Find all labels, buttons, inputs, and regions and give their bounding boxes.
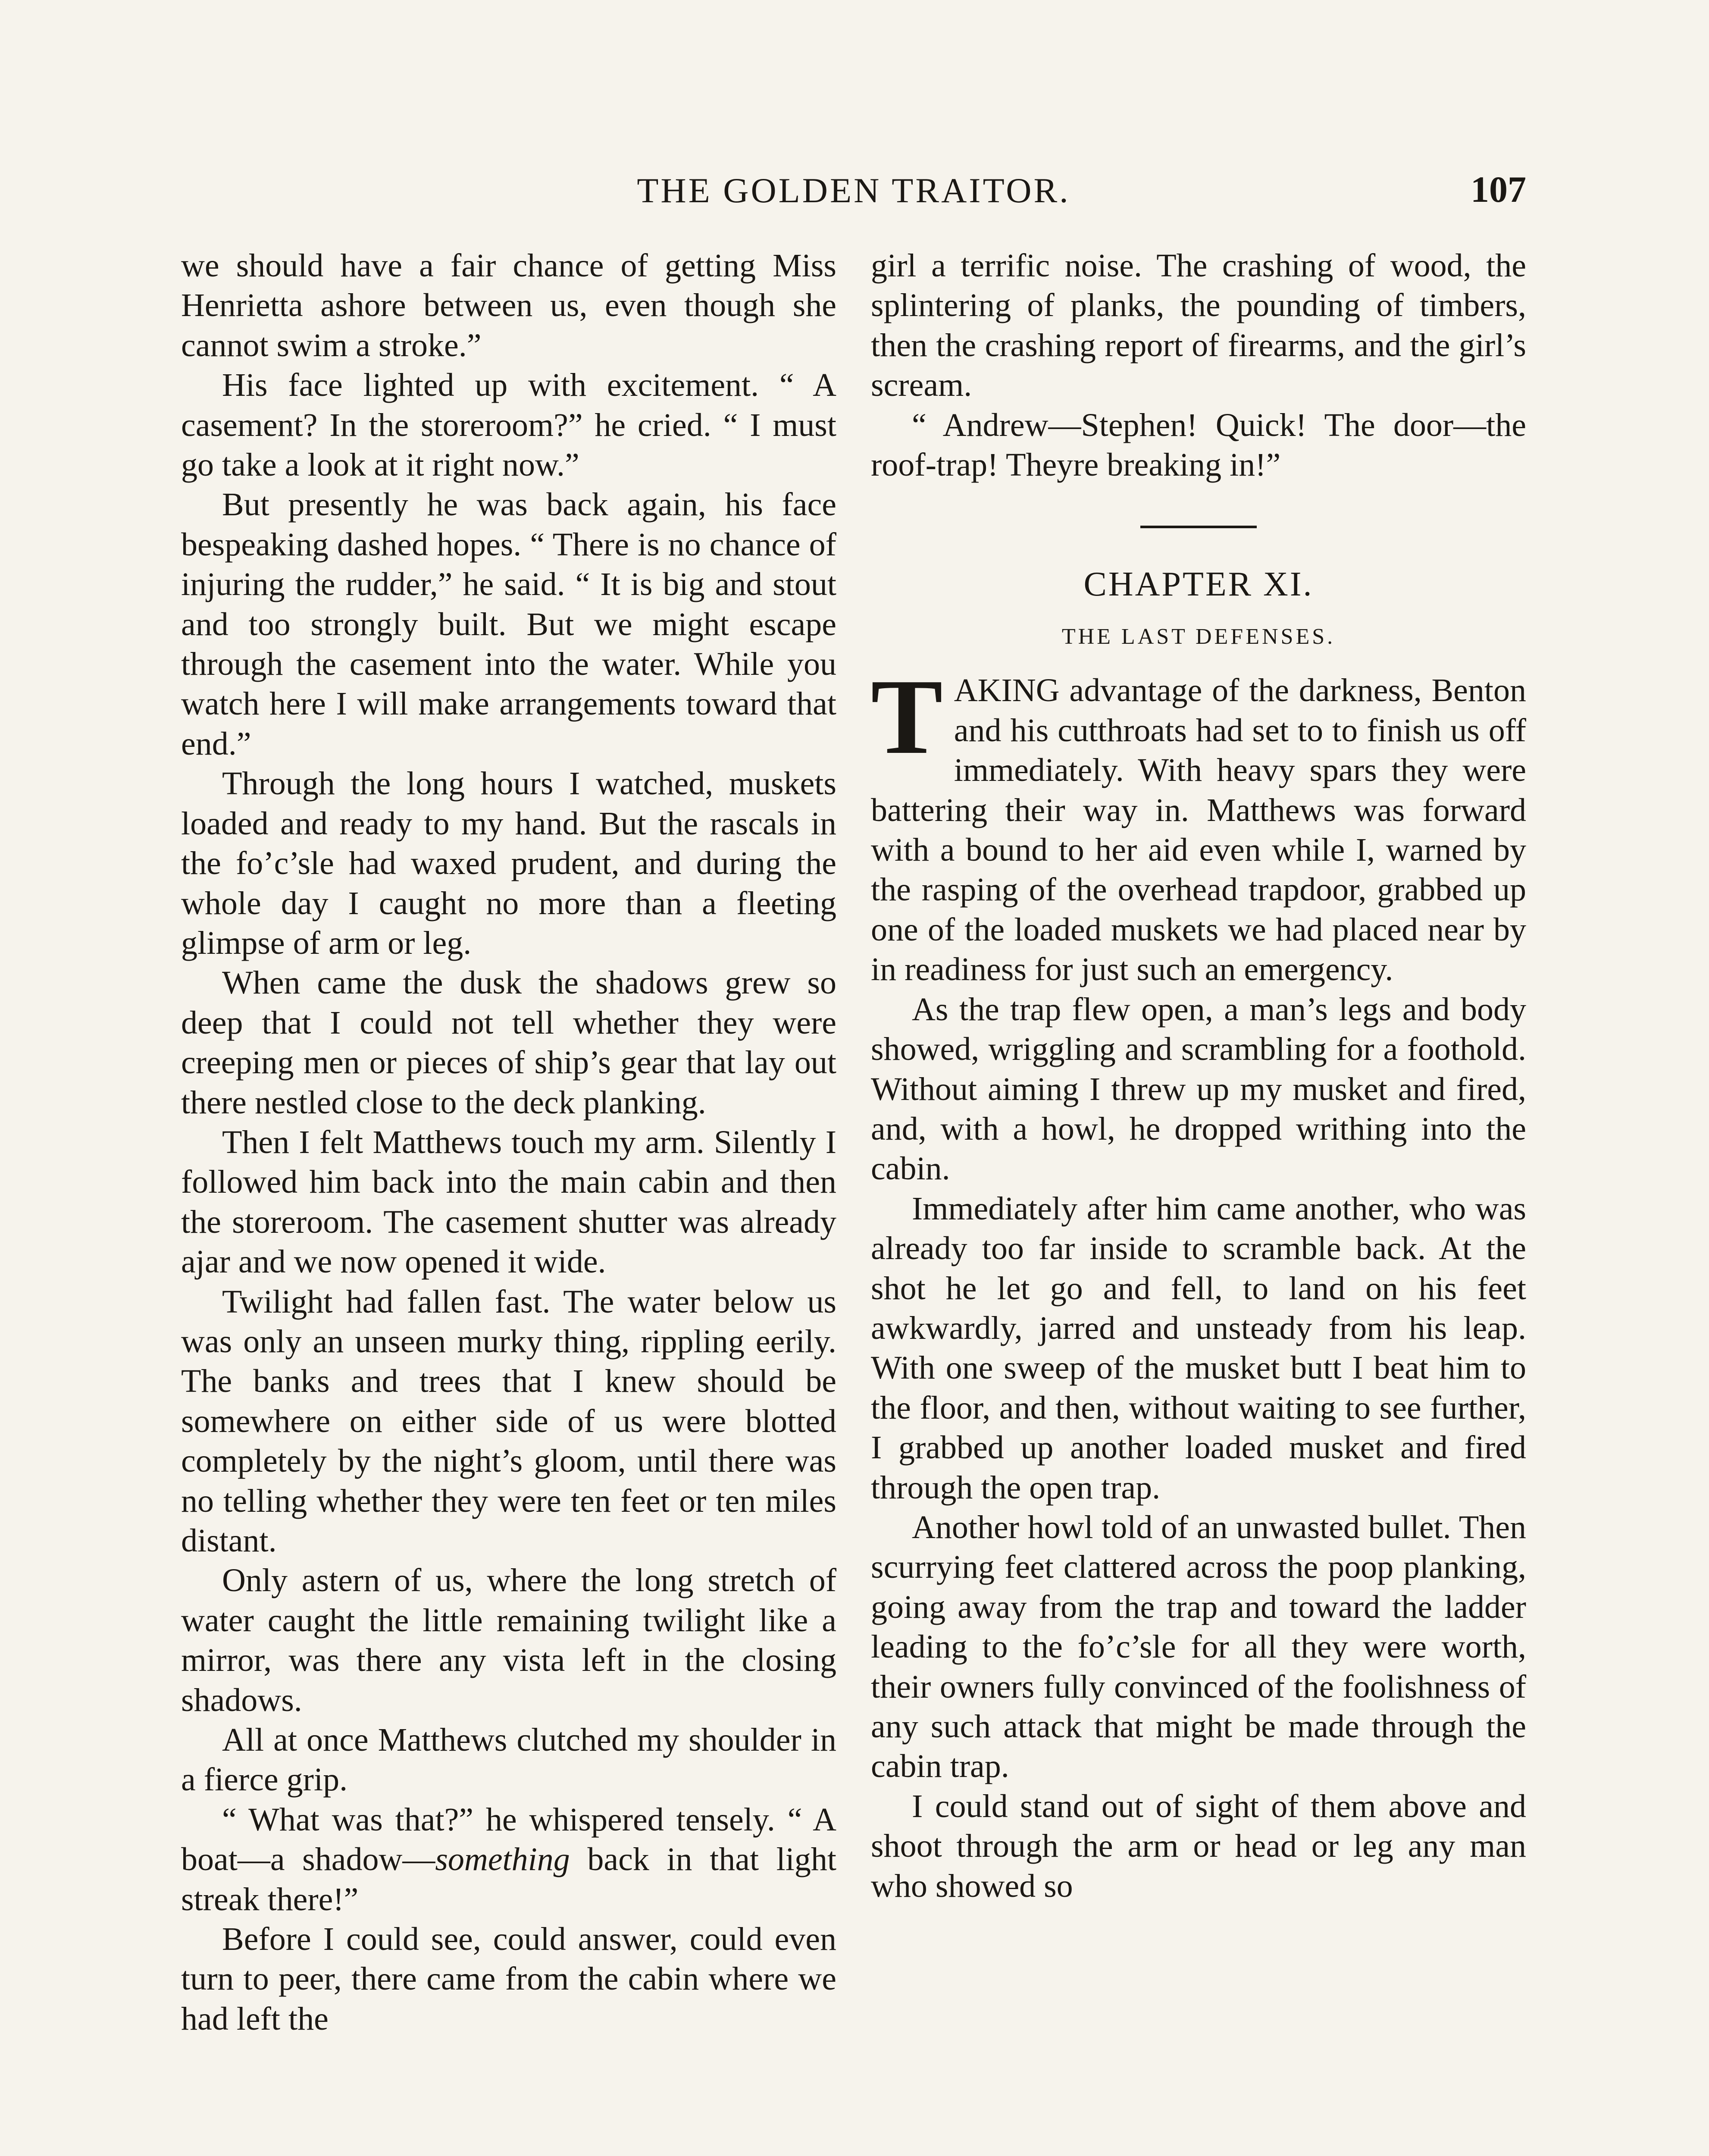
paragraph: But presently he was back again, his face bespeaking dashed hopes. “ There is no chance of injuring the rudder,” he said. “ It is big and stout and too strongly built. But we might escape through the casement into the water. While you watch here I will make arrangements toward that end.”: [181, 486, 836, 762]
paragraph: we should have a fair chance of getting Miss Henrietta ashore between us, even though she cannot swim a stroke.”: [181, 248, 836, 364]
paragraph: Before I could see, could answer, could even turn to peer, there came from the cabin where we had left the: [181, 1921, 836, 2037]
paragraph: As the trap flew open, a man’s legs and body showed, wriggling and scrambling for a foothold. Without aiming I threw up my musket and fired, and, with a howl, he dropped writhing into the cabin.: [871, 991, 1526, 1187]
paragraph: His face lighted up with excitement. “ A casement? In the storeroom?” he cried. “ I must go take a look at it right now.”: [181, 367, 836, 483]
section-divider: [1140, 526, 1257, 528]
paragraph: Twilight had fallen fast. The water below us was only an unseen murky thing, rippling eerily. The banks and trees that I knew should be somewhere on either side of us were blotted completely by the night’s gloom, until there was no telling whether they were ten feet or ten miles distant.: [181, 1283, 836, 1559]
paragraph: Only astern of us, where the long stretch of water caught the little remaining twilight like a mirror, was there any vista left in the closing shadows.: [181, 1562, 836, 1718]
whisper-paragraph: [181, 1800, 836, 1919]
chapter-subtitle: THE LAST DEFENSES.: [1061, 624, 1336, 649]
page-number: 107: [1471, 169, 1526, 210]
paragraph: girl a terrific noise. The crashing of wood, the splintering of planks, the pounding of timbers, then the crashing report of firearms, and the girl’s scream.: [871, 248, 1526, 404]
chapter-title: CHAPTER XI.: [1083, 565, 1314, 604]
right-column: [871, 246, 1526, 1906]
text-run: back in that light streak there!”: [181, 1841, 836, 1918]
opening-text: AKING advantage of the darkness, Benton and his cutthroats had set to to finish us off immediately. With heavy spars they were battering their way in. Matthews was forward with a bound to her aid even while I, warned by the rasping of the overhead trapdoor, grabbed up one of the loaded muskets we had placed near by in readiness for just such an emergency.: [871, 672, 1526, 988]
paragraph: Another howl told of an unwasted bullet. Then scurrying feet clattered across the poop planking, going away from the trap and toward the ladder leading to the fo’c’sle for all they were worth, their owners fully convinced of the foolishness of any such attack that might be made through the cabin trap.: [871, 1509, 1526, 1785]
running-title: THE GOLDEN TRAITOR.: [637, 171, 1070, 210]
paragraph: “ Andrew—Stephen! Quick! The door—the roof-trap! Theyre breaking in!”: [871, 407, 1526, 483]
paragraph: Then I felt Matthews touch my arm. Silently I followed him back into the main cabin and then the storeroom. The casement shutter was already ajar and we now opened it wide.: [181, 1124, 836, 1280]
text-run: “ What was that?” he whispered tensely. “ A boat—a shadow—: [181, 1801, 836, 1878]
italic-text: something: [435, 1841, 570, 1878]
chapter-opening: [871, 657, 1526, 989]
paragraph: Immediately after him came another, who was already too far inside to scramble back. At the shot he let go and fell, to land on his feet awkwardly, jarred and unsteady from his leap. With one sweep of the musket butt I beat him to the floor, and then, without waiting to see further, I grabbed up another loaded musket and fired through the open trap.: [871, 1190, 1526, 1506]
drop-cap: T: [871, 657, 943, 777]
paragraph: All at once Matthews clutched my shoulder in a fierce grip.: [181, 1722, 836, 1798]
running-head: [181, 162, 1526, 222]
paragraph: When came the dusk the shadows grew so deep that I could not tell whether they were creeping men or pieces of ship’s gear that lay out there nestled close to the deck planking.: [181, 965, 836, 1121]
paragraph: Through the long hours I watched, muskets loaded and ready to my hand. But the rascals in the fo’c’sle had waxed prudent, and during the whole day I caught no more than a fleeting glimpse of arm or leg.: [181, 765, 836, 961]
left-column: [181, 246, 836, 2039]
paragraph: I could stand out of sight of them above and shoot through the arm or head or leg any man who showed so: [871, 1788, 1526, 1904]
